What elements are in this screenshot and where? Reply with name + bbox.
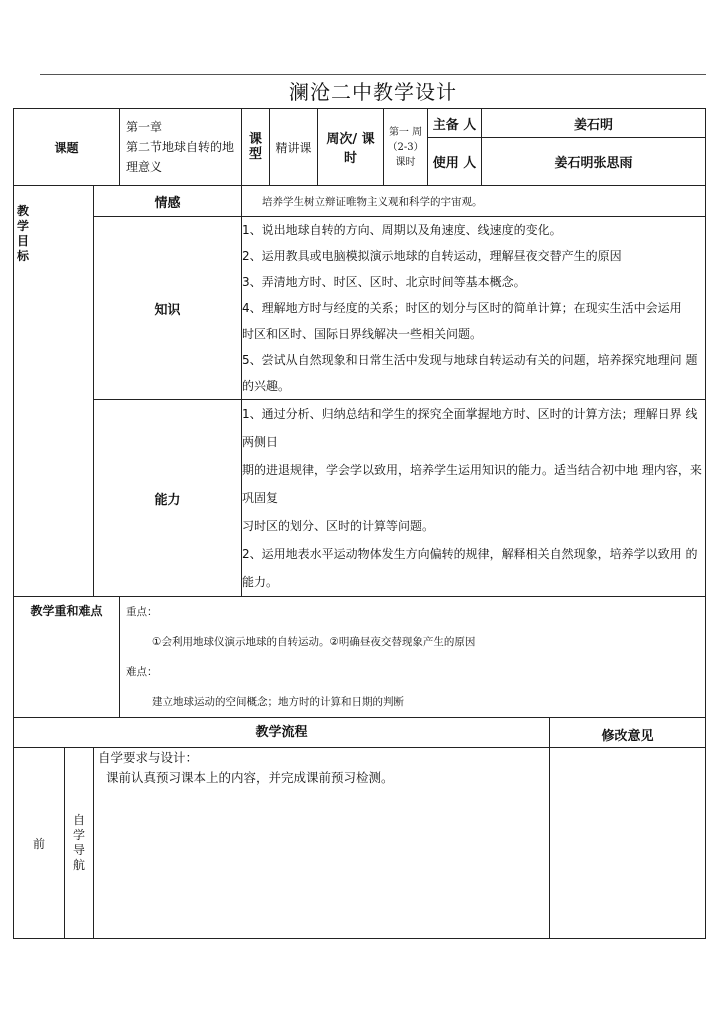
- focus-text: ①会利用地球仪演示地球的自转运动。②明确昼夜交替现象产生的原因: [152, 636, 476, 648]
- flow-header-row: [14, 718, 706, 748]
- week-value: [384, 109, 428, 186]
- requirement-label: 自学要求与设计：: [98, 750, 199, 765]
- objectives-label: 教学目标: [14, 186, 94, 597]
- week-label: 周次/ 课时: [318, 109, 384, 186]
- week-value-1: 第一 周: [388, 126, 423, 138]
- knowledge-item: 4、理解地方时与经度的关系；时区的划分与区时的简单计算；在现实生活中会运用: [242, 301, 682, 315]
- emotion-text: 培养学生树立辩证唯物主义观和科学的宇宙观。: [242, 186, 706, 217]
- week-value-2: （2-3）: [387, 141, 424, 153]
- key-points-row: [14, 597, 706, 718]
- knowledge-item: 3、弄清地方时、时区、区时、北京时间等基本概念。: [242, 275, 526, 289]
- knowledge-item: 时区和区时、国际日界线解决一些相关问题。: [242, 327, 483, 341]
- ability-list: [242, 400, 706, 597]
- topic-chapter: 第一章: [126, 120, 163, 134]
- preparer-value: 姜石明: [482, 109, 706, 138]
- user-value: 姜石明张思雨: [482, 138, 706, 186]
- flow-label: 教学流程: [14, 718, 550, 748]
- revision-cell: [550, 748, 706, 939]
- title-top-rule: [40, 74, 706, 75]
- header-row: [14, 109, 706, 138]
- difficulty-label: 难点：: [126, 666, 158, 678]
- ability-item: 期的进退规律，学会学以致用，培养学生运用知识的能力。适当结合初中地 理内容，来巩固复: [242, 463, 702, 505]
- flow-content-row: [14, 748, 706, 939]
- revision-label: 修改意见: [550, 718, 706, 748]
- topic-section: 第二节地球自转的地理意义: [126, 140, 235, 174]
- key-points-label: 教学重和难点: [14, 597, 120, 718]
- lesson-type-label: 课型: [242, 109, 270, 186]
- difficulty-text: 建立地球运动的空间概念；地方时的计算和日期的判断: [152, 696, 405, 708]
- ability-item: 1、通过分析、归纳总结和学生的探究全面掌握地方时、区时的计算方法；理解日界 线两侧日: [242, 407, 698, 449]
- focus-label: 重点：: [126, 606, 158, 618]
- knowledge-item: 2、运用教具或电脑模拟演示地球的自转运动，理解昼夜交替产生的原因: [242, 249, 622, 263]
- objective-row-knowledge: [14, 217, 706, 400]
- topic-label: 课题: [14, 109, 120, 186]
- emotion-label: 情感: [94, 186, 242, 217]
- knowledge-label: 知识: [94, 217, 242, 400]
- key-points-content: [120, 597, 706, 718]
- ability-item: 2、运用地表水平运动物体发生方向偏转的规律，解释相关自然现象，培养学以致用 的能力。: [242, 547, 698, 589]
- week-value-3: 课时: [395, 156, 416, 168]
- stage-label: 前: [14, 748, 65, 939]
- ability-item: 习时区的划分、区时的计算等问题。: [242, 519, 435, 533]
- sub-stage-label: 自学导航: [65, 748, 94, 939]
- requirement-text: 课前认真预习课本上的内容，并完成课前预习检测。: [106, 770, 394, 785]
- objective-row-emotion: [14, 186, 706, 217]
- preparer-label: 主备 人: [428, 109, 482, 138]
- requirement-content: [94, 748, 550, 939]
- objective-row-ability: [14, 400, 706, 597]
- user-label: 使用 人: [428, 138, 482, 186]
- document-title: 澜沧二中教学设计: [289, 80, 457, 104]
- lesson-type-value: 精讲课: [270, 109, 318, 186]
- ability-label: 能力: [94, 400, 242, 597]
- lesson-plan-table: [13, 108, 706, 939]
- knowledge-item: 1、说出地球自转的方向、周期以及角速度、线速度的变化。: [242, 223, 562, 237]
- topic-cell: [120, 109, 242, 186]
- knowledge-list: [242, 217, 706, 400]
- knowledge-item: 5、尝试从自然现象和日常生活中发现与地球自转运动有关的问题，培养探究地理问 题的兴趣。: [242, 353, 698, 393]
